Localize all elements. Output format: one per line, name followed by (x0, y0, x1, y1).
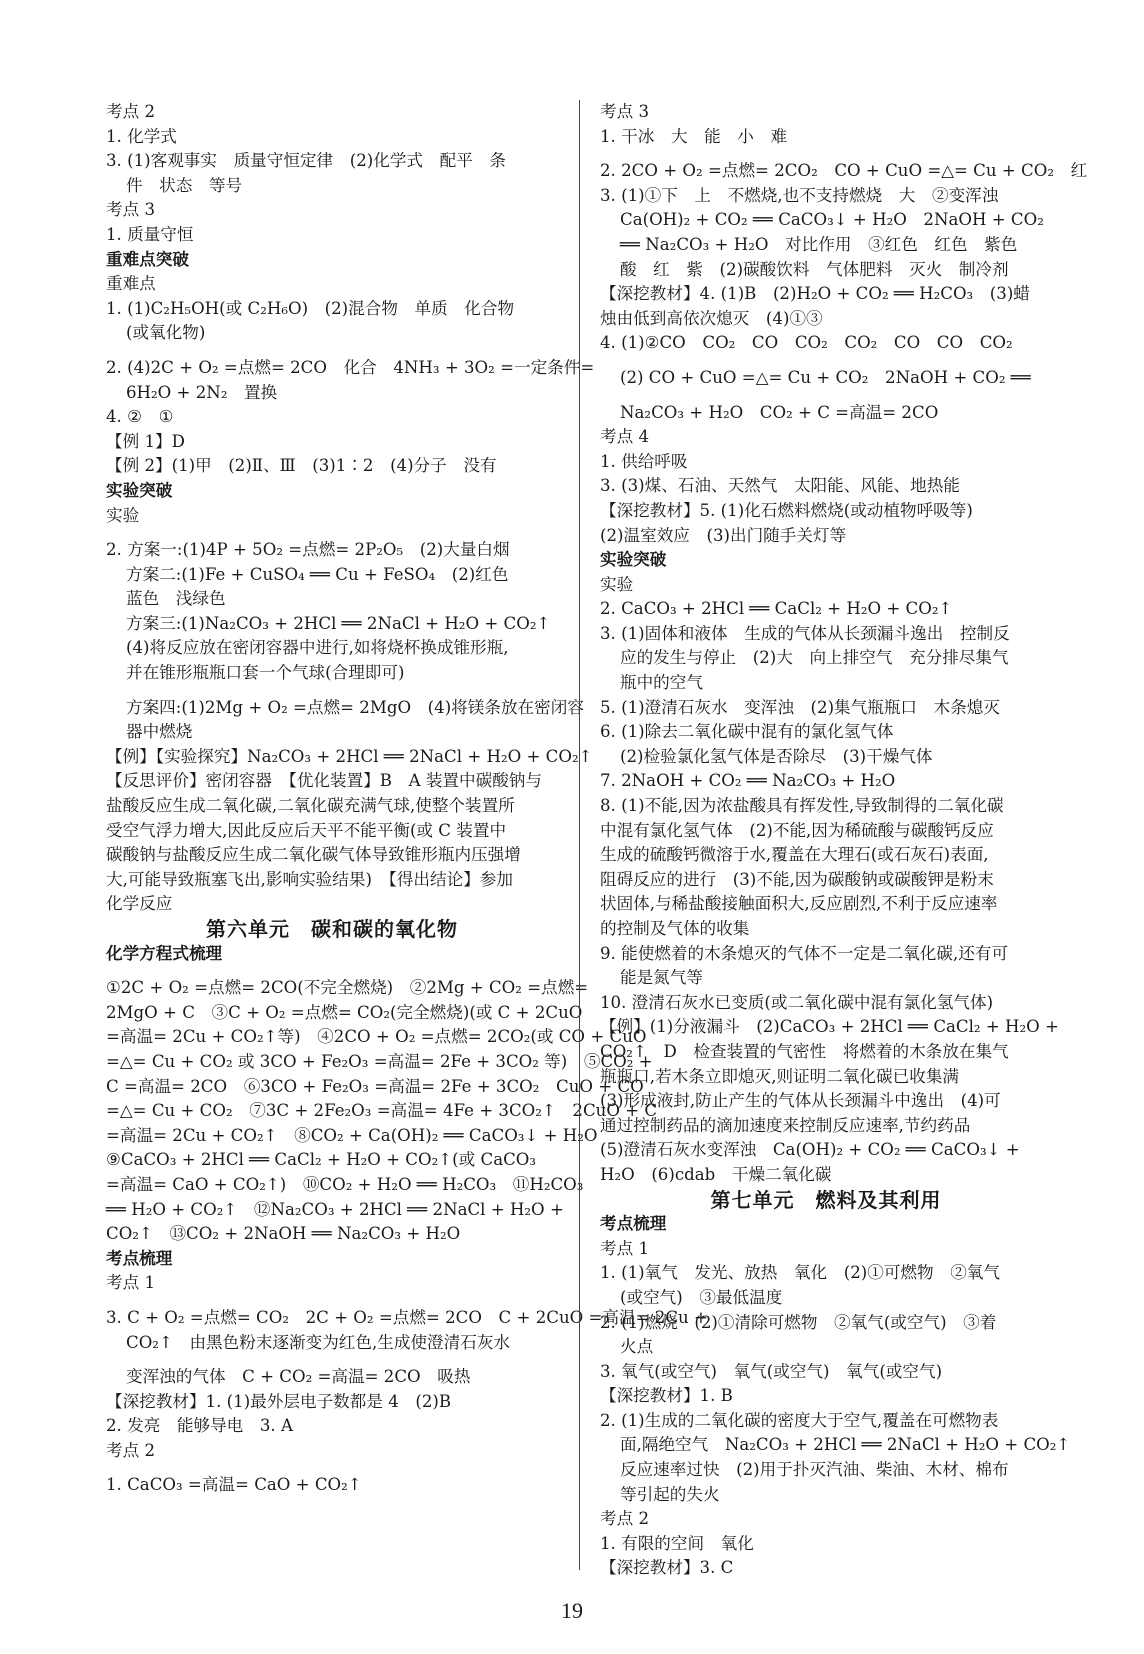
text-line: 【深挖教材】3. C (600, 1558, 734, 1578)
text-line: 生成的硫酸钙微溶于水,覆盖在大理石(或石灰石)表面, (600, 845, 989, 865)
text-line: 盐酸反应生成二氧化碳,二氧化碳充满气球,使整个装置所 (106, 796, 515, 816)
text-line: =△= Cu + CO₂ ⑦3C + 2Fe₂O₃ =高温= 4Fe + 3CO₂↑ 2CuO + C (106, 1101, 658, 1121)
text-line: 1. CaCO₃ =高温= CaO + CO₂↑ (106, 1475, 362, 1495)
section-heading: 重难点突破 (106, 249, 189, 269)
text-line: 烛由低到高依次熄灭 (4)①③ (600, 308, 823, 328)
text-line: 2. (4)2C + O₂ =点燃= 2CO 化合 4NH₃ + 3O₂ =一定条件= (106, 357, 595, 377)
text-line: 大,可能导致瓶塞飞出,影响实验结果) 【得出结论】参加 (106, 869, 513, 889)
text-line: 受空气浮力增大,因此反应后天平不能平衡(或 C 装置中 (106, 820, 507, 840)
unit-heading: 第七单元 燃料及其利用 (710, 1187, 942, 1212)
line-spacer (106, 1296, 558, 1306)
text-line: ══ H₂O + CO₂↑ ⑫Na₂CO₃ + 2HCl ══ 2NaCl + H₂O + (106, 1199, 564, 1219)
text-line: 2. 发亮 能够导电 3. A (106, 1416, 293, 1436)
text-line: 考点 3 (106, 200, 156, 220)
text-line: 瓶中的空气 (620, 673, 703, 693)
line-spacer (600, 391, 1052, 401)
text-line: 方案四:(1)2Mg + O₂ =点燃= 2MgO (4)将镁条放在密闭容 (126, 697, 584, 717)
line-spacer (106, 1463, 558, 1473)
line-spacer (106, 1355, 558, 1365)
right-column (600, 100, 1088, 1581)
text-line: 的控制及气体的收集 (600, 919, 750, 938)
line-spacer (106, 686, 558, 696)
text-line: 考点 2 (106, 102, 156, 121)
text-line: 考点 3 (600, 102, 650, 121)
text-line: (2) CO + CuO =△= Cu + CO₂ 2NaOH + CO₂ ══ (620, 367, 1031, 387)
text-line: 方案二:(1)Fe + CuSO₄ ══ Cu + FeSO₄ (2)红色 (126, 564, 509, 584)
text-line: (2)检验氯化氢气体是否除尽 (3)干燥气体 (620, 746, 933, 766)
text-line: ══ Na₂CO₃ + H₂O 对比作用 ③红色 红色 紫色 (620, 234, 1018, 254)
section-heading: 考点梳理 (106, 1248, 173, 1268)
text-line: 【深挖教材】1. B (600, 1386, 733, 1406)
text-line: 4. (1)②CO CO₂ CO CO₂ CO₂ CO CO CO₂ (600, 333, 1013, 353)
text-line: 通过控制药品的滴加速度来控制反应速率,节约药品 (600, 1115, 971, 1135)
text-line: (或空气) ③最低温度 (620, 1287, 783, 1307)
unit-heading: 第六单元 碳和碳的氧化物 (206, 917, 458, 941)
text-line: ⑨CaCO₃ + 2HCl ══ CaCl₂ + H₂O + CO₂↑(或 CaCO₃ (106, 1150, 537, 1170)
text-line: 等引起的失火 (620, 1484, 720, 1504)
text-line: 4. ② ① (106, 407, 174, 427)
text-line: CO₂↑ 由黑色粉末逐渐变为红色,生成使澄清石灰水 (126, 1332, 511, 1352)
text-line: =△= Cu + CO₂ 或 3CO + Fe₂O₃ =高温= 2Fe + 3CO₂ 等) ⑤CO₂ + (106, 1051, 653, 1071)
section-heading: 实验突破 (106, 480, 173, 500)
text-line: 3. (3)煤、石油、天然气 太阳能、风能、地热能 (600, 476, 960, 496)
text-line: 【例】(1)分液漏斗 (2)CaCO₃ + 2HCl ══ CaCl₂ + H₂O + (600, 1017, 1059, 1037)
text-line: 3. (1)固体和液体 生成的气体从长颈漏斗逸出 控制反 (600, 623, 1010, 643)
text-line: 3. 氧气(或空气) 氧气(或空气) 氧气(或空气) (600, 1361, 943, 1381)
column-divider (579, 100, 580, 1570)
text-line: 阻碍反应的进行 (3)不能,因为碳酸钠或碳酸钾是粉末 (600, 869, 994, 889)
text-line: 【反思评价】密闭容器 【优化装置】B A 装置中碳酸钠与 (106, 771, 542, 791)
text-line: 变浑浊的气体 C + CO₂ =高温= 2CO 吸热 (126, 1367, 471, 1387)
text-line: H₂O (6)cdab 干燥二氧化碳 (600, 1164, 832, 1184)
line-spacer (600, 149, 1052, 159)
text-line: 考点 2 (600, 1509, 650, 1529)
text-line: =高温= 2Cu + CO₂↑ ⑧CO₂ + Ca(OH)₂ ══ CaCO₃↓ + H₂O (106, 1125, 598, 1145)
text-line: 【例 1】D (106, 431, 185, 451)
text-line: 蓝色 浅绿色 (126, 589, 226, 609)
text-line: 3. (1)客观事实 质量守恒定律 (2)化学式 配平 条 (106, 151, 506, 171)
text-line: 2. 方案一:(1)4P + 5O₂ =点燃= 2P₂O₅ (2)大量白烟 (106, 540, 510, 560)
text-line: 2. CaCO₃ + 2HCl ══ CaCl₂ + H₂O + CO₂↑ (600, 599, 953, 619)
text-line: 2. (1)生成的二氧化碳的密度大于空气,覆盖在可燃物表 (600, 1410, 999, 1430)
section-heading: 实验突破 (600, 550, 667, 570)
text-line: Ca(OH)₂ + CO₂ ══ CaCO₃↓ + H₂O 2NaOH + CO₂ (620, 210, 1044, 230)
text-line: 中混有氯化氢气体 (2)不能,因为稀硫酸与碳酸钙反应 (600, 820, 994, 840)
text-line: 件 状态 等号 (126, 175, 243, 195)
text-line: CO₂↑ D 检查装置的气密性 将燃着的木条放在集气 (600, 1041, 1009, 1061)
text-line: 9. 能使燃着的木条熄灭的气体不一定是二氧化碳,还有可 (600, 943, 1009, 963)
text-line: 【深挖教材】4. (1)B (2)H₂O + CO₂ ══ H₂CO₃ (3)蜡 (600, 284, 1030, 304)
page-number: 19 (561, 1598, 583, 1623)
section-heading: 考点梳理 (600, 1214, 667, 1234)
text-line: 2. (1)燃烧 (2)①清除可燃物 ②氧气(或空气) ③着 (600, 1312, 997, 1332)
text-line: 6. (1)除去二氧化碳中混有的氯化氢气体 (600, 722, 894, 742)
text-line: 考点 1 (600, 1238, 650, 1258)
line-spacer (106, 966, 558, 976)
text-line: 实验 (600, 574, 634, 594)
text-line: 8. (1)不能,因为浓盐酸具有挥发性,导致制得的二氧化碳 (600, 796, 1004, 816)
text-line: ①2C + O₂ =点燃= 2CO(不完全燃烧) ②2Mg + CO₂ =点燃= (106, 978, 589, 998)
text-line: 1. 化学式 (106, 126, 177, 146)
text-line: 酸 红 紫 (2)碳酸饮料 气体肥料 灭火 制冷剂 (620, 259, 1009, 279)
text-line: 实验 (106, 505, 140, 525)
text-line: CO₂↑ ⑬CO₂ + 2NaOH ══ Na₂CO₃ + H₂O (106, 1224, 461, 1244)
text-line: 1. 有限的空间 氧化 (600, 1533, 754, 1553)
text-line: 状固体,与稀盐酸接触面积大,反应剧烈,不利于反应速率 (600, 894, 998, 914)
text-line: 考点 4 (600, 427, 650, 447)
text-line: 5. (1)澄清石灰水 变浑浊 (2)集气瓶瓶口 木条熄灭 (600, 697, 1000, 717)
text-line: 【深挖教材】1. (1)最外层电子数都是 4 (2)B (106, 1391, 452, 1411)
text-line: 1. 供给呼吸 (600, 451, 688, 471)
line-spacer (106, 528, 558, 538)
text-line: 瓶瓶口,若木条立即熄灭,则证明二氧化碳已收集满 (600, 1066, 960, 1086)
text-line: 器中燃烧 (126, 722, 193, 742)
text-line: 【深挖教材】5. (1)化石燃料燃烧(或动植物呼吸等) (600, 500, 973, 520)
text-line: C =高温= 2CO ⑥3CO + Fe₂O₃ =高温= 2Fe + 3CO₂ CuO + CO (106, 1076, 644, 1096)
text-line: (3)形成液封,防止产生的气体从长颈漏斗中逸出 (4)可 (600, 1091, 1001, 1111)
text-line: 方案三:(1)Na₂CO₃ + 2HCl ══ 2NaCl + H₂O + CO₂↑ (126, 613, 551, 633)
text-line: 重难点 (106, 274, 156, 294)
text-line: 3. C + O₂ =点燃= CO₂ 2C + O₂ =点燃= 2CO C + 2CuO =高温= 2Cu + (106, 1307, 708, 1327)
text-line: 化学反应 (106, 894, 173, 914)
section-heading: 化学方程式梳理 (106, 943, 223, 963)
text-line: =高温= CaO + CO₂↑) ⑩CO₂ + H₂O ══ H₂CO₃ ⑪H₂CO₃ (106, 1174, 584, 1194)
text-line: 3. (1)①下 上 不燃烧,也不支持燃烧 大 ②变浑浊 (600, 185, 999, 205)
text-line: 考点 1 (106, 1273, 156, 1293)
text-line: 考点 2 (106, 1440, 156, 1460)
text-line: 7. 2NaOH + CO₂ ══ Na₂CO₃ + H₂O (600, 771, 896, 791)
text-line: 并在锥形瓶瓶口套一个气球(合理即可) (126, 663, 405, 683)
text-line: 【例】【实验探究】Na₂CO₃ + 2HCl ══ 2NaCl + H₂O + CO₂↑ (106, 746, 593, 766)
text-line: 面,隔绝空气 Na₂CO₃ + 2HCl ══ 2NaCl + H₂O + CO₂↑ (620, 1435, 1071, 1455)
text-line: (2)温室效应 (3)出门随手关灯等 (600, 525, 847, 545)
text-line: 能是氮气等 (620, 968, 703, 988)
text-line: (5)澄清石灰水变浑浊 Ca(OH)₂ + CO₂ ══ CaCO₃↓ + (600, 1140, 1020, 1160)
line-spacer (600, 356, 1052, 366)
text-line: 2. 2CO + O₂ =点燃= 2CO₂ CO + CuO =△= Cu + CO₂ 红 (600, 161, 1088, 181)
text-line: Na₂CO₃ + H₂O CO₂ + C =高温= 2CO (620, 402, 939, 422)
text-line: 【例 2】(1)甲 (2)Ⅱ、Ⅲ (3)1∶2 (4)分子 没有 (106, 456, 497, 476)
text-line: 应的发生与停止 (2)大 向上排空气 充分排尽集气 (620, 648, 1009, 668)
text-line: 10. 澄清石灰水已变质(或二氧化碳中混有氯化氢气体) (600, 992, 994, 1012)
line-spacer (106, 346, 558, 356)
text-line: 反应速率过快 (2)用于扑灭汽油、柴油、木材、棉布 (620, 1460, 1009, 1480)
text-line: 1. 质量守恒 (106, 224, 194, 244)
text-line: =高温= 2Cu + CO₂↑等) ④2CO + O₂ =点燃= 2CO₂(或 CO + CuO (106, 1027, 647, 1047)
text-line: 火点 (620, 1337, 654, 1357)
text-line: 1. (1)C₂H₅OH(或 C₂H₆O) (2)混合物 单质 化合物 (106, 298, 515, 318)
text-line: 1. (1)氧气 发光、放热 氧化 (2)①可燃物 ②氧气 (600, 1263, 1000, 1283)
text-line: 2MgO + C ③C + O₂ =点燃= CO₂(完全燃烧)(或 C + 2CuO (106, 1002, 583, 1022)
text-line: 碳酸钠与盐酸反应生成二氧化碳气体导致锥形瓶内压强增 (106, 845, 521, 865)
text-line: (或氧化物) (126, 323, 206, 343)
text-line: 1. 干冰 大 能 小 难 (600, 126, 788, 146)
text-line: 6H₂O + 2N₂ 置换 (126, 382, 278, 402)
text-line: (4)将反应放在密闭容器中进行,如将烧杯换成锥形瓶, (126, 638, 509, 658)
